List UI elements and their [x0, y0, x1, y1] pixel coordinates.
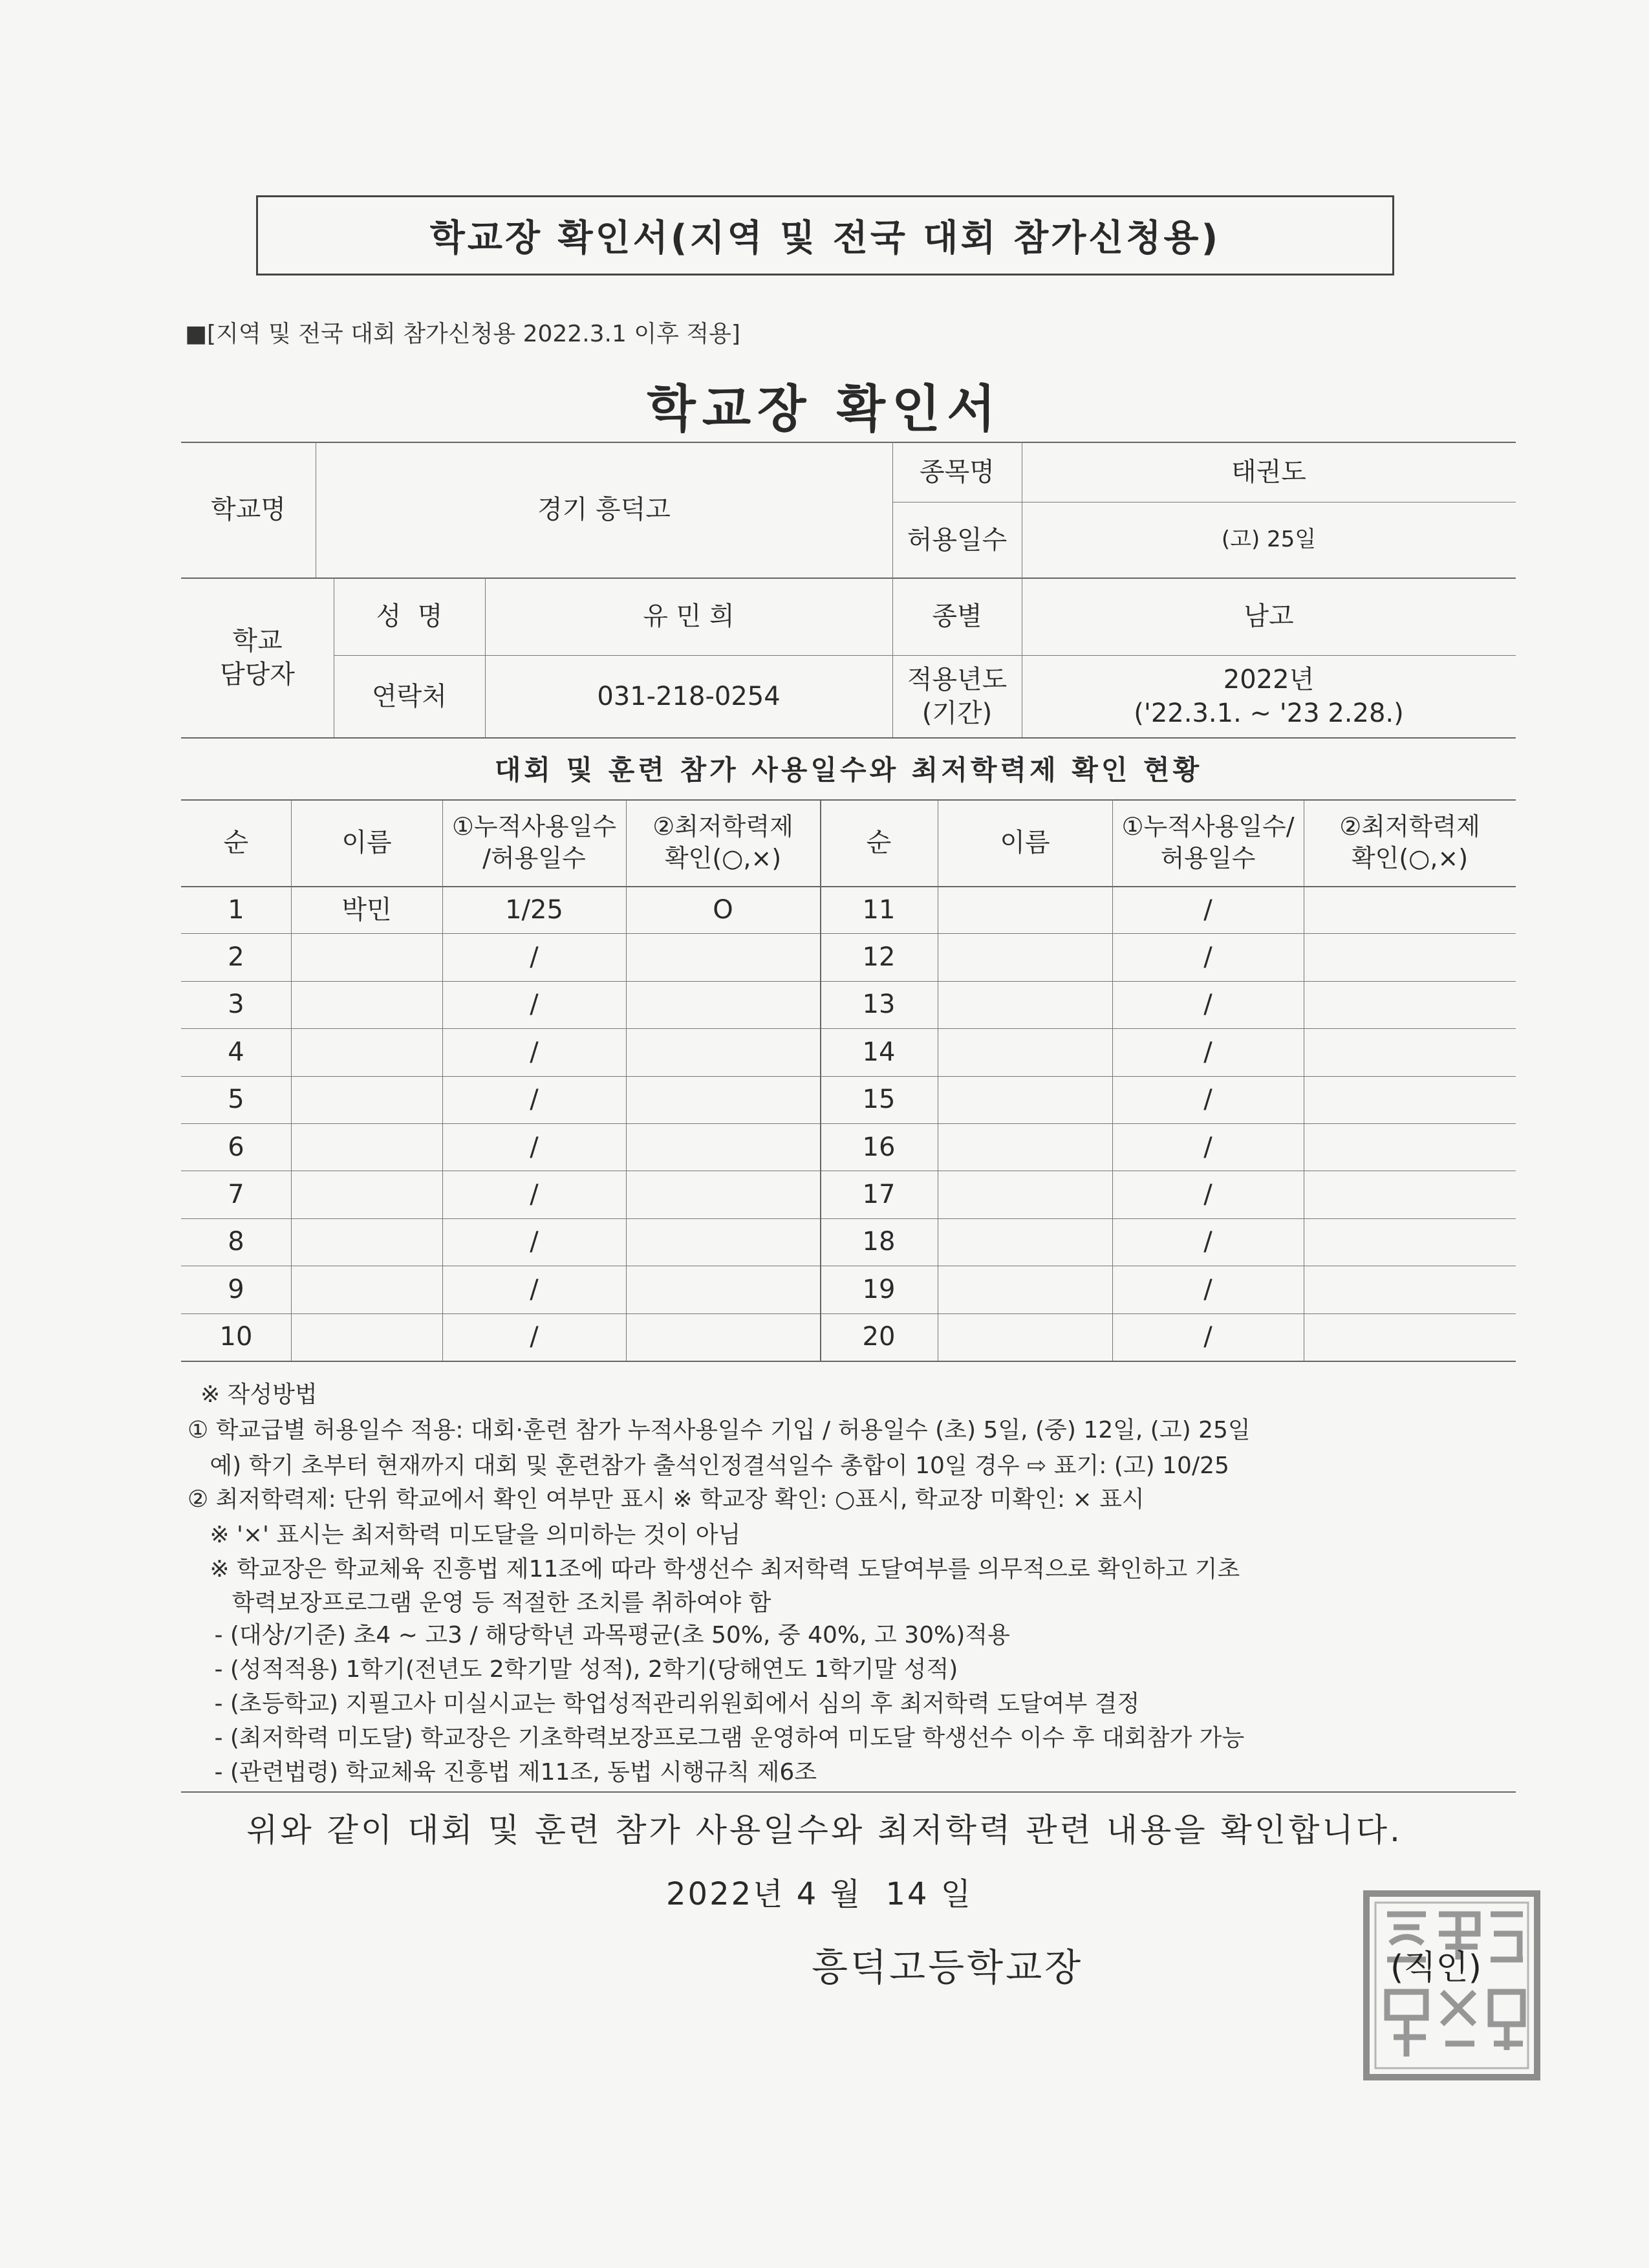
header-no: 순: [223, 828, 249, 858]
manager-label-line1: 학교: [232, 625, 283, 656]
divider: [181, 1313, 1516, 1314]
row-used-days-right: /: [1203, 942, 1212, 973]
note-line: - (대상/기준) 초4 ~ 고3 / 해당학년 과목평균(초 50%, 중 40%, 고 30%)적용: [207, 1622, 1010, 1648]
divider: [181, 981, 1516, 982]
header-check-line1: ②최저학력제: [652, 812, 793, 841]
row-name-right: [938, 1218, 1112, 1266]
form-title: 학교장 확인서(지역 및 전국 대회 참가신청용): [429, 217, 1221, 259]
divider: [1112, 799, 1113, 1361]
contact-label: 연락처: [372, 681, 447, 711]
header-check-line2: 확인(○,×): [664, 844, 782, 872]
row-used-days-right: /: [1203, 1227, 1212, 1257]
row-number: 3: [228, 989, 244, 1020]
row-used-days-right: /: [1203, 989, 1212, 1020]
row-used-days-right: /: [1203, 894, 1212, 925]
row-number-right: 16: [862, 1132, 896, 1162]
manager-label: [181, 578, 334, 737]
row-name: [291, 1076, 442, 1123]
divider: [291, 799, 292, 1361]
row-used-days: /: [530, 1132, 539, 1162]
row-academic-check-right: [1304, 1313, 1516, 1361]
notes-heading: ※ 작성방법: [200, 1381, 318, 1408]
note-line: - (관련법령) 학교체육 진흥법 제11조, 동법 시행규칙 제6조: [207, 1759, 817, 1786]
school-value: 경기 흥덕고: [537, 495, 671, 524]
allowed-days-label: 허용일수: [907, 524, 1008, 555]
divider: [181, 1076, 1516, 1077]
row-used-days-right: /: [1203, 1085, 1212, 1115]
year-value: [1022, 655, 1516, 737]
row-used-days: /: [530, 1274, 539, 1304]
issue-date: 2022년 4 월 14 일: [666, 1876, 973, 1912]
row-name-right: [938, 886, 1112, 933]
confirmation-statement: 위와 같이 대회 및 훈련 참가 사용일수와 최저학력 관련 내용을 확인합니다.: [246, 1811, 1403, 1849]
row-number-right: 15: [862, 1085, 896, 1115]
row-academic-check: [626, 981, 820, 1028]
divider: [181, 933, 1516, 934]
header-used: [442, 799, 626, 886]
row-used-days-right: /: [1203, 1037, 1212, 1067]
row-name: [291, 933, 442, 980]
divider: [626, 799, 627, 1361]
row-name: [291, 1313, 442, 1361]
allowed-days-value: (고) 25일: [1221, 526, 1317, 553]
row-academic-check: [626, 1313, 820, 1361]
row-number: 2: [228, 942, 244, 973]
row-academic-check: [626, 1123, 820, 1171]
row-name-right: [938, 933, 1112, 980]
row-number: 8: [228, 1227, 244, 1257]
row-used-days: /: [530, 942, 539, 973]
row-used-days-right: /: [1203, 1132, 1212, 1162]
row-name: [291, 1218, 442, 1266]
row-used-days-right: /: [1203, 1274, 1212, 1304]
row-name-right: [938, 1123, 1112, 1171]
name-label: 성 명: [376, 601, 443, 631]
header-used-right-line1: ①누적사용일수/: [1121, 812, 1295, 841]
header-name-right: 이름: [1000, 828, 1050, 858]
row-number-right: 11: [862, 894, 896, 925]
divider: [181, 1123, 1516, 1124]
row-name-right: [938, 1313, 1112, 1361]
row-used-days: /: [530, 1085, 539, 1115]
row-name: [291, 1266, 442, 1313]
row-used-days: 1/25: [505, 894, 563, 925]
row-name-right: [938, 1028, 1112, 1075]
principal-title: 흥덕고등학교장: [812, 1945, 1084, 1989]
row-academic-check: [626, 933, 820, 980]
year-label: [892, 655, 1022, 737]
divider: [181, 1361, 1516, 1362]
row-academic-check-right: [1304, 981, 1516, 1028]
year-value-line1: 2022년: [1223, 664, 1315, 695]
year-value-line2: ('22.3.1. ~ '23 2.28.): [1134, 698, 1404, 728]
row-academic-check-right: [1304, 1266, 1516, 1313]
row-academic-check-right: [1304, 933, 1516, 980]
row-name-right: [938, 981, 1112, 1028]
sport-label: 종목명: [920, 457, 995, 487]
divider: [181, 1791, 1516, 1793]
row-academic-check-right: [1304, 886, 1516, 933]
row-academic-check-right: [1304, 1028, 1516, 1075]
page-title: 학교장 확인서: [647, 380, 1002, 438]
divider: [181, 1028, 1516, 1029]
divider: [820, 799, 821, 1361]
category-value: 남고: [1244, 601, 1294, 631]
row-number-right: 13: [862, 989, 896, 1020]
row-name: [291, 1028, 442, 1075]
row-name-right: [938, 1266, 1112, 1313]
contact-value: 031-218-0254: [597, 681, 781, 711]
row-academic-check: [626, 1266, 820, 1313]
row-used-days-right: /: [1203, 1180, 1212, 1210]
note-line: - (초등학교) 지필고사 미실시교는 학업성적관리위원회에서 심의 후 최저학력 도달여부 결정: [207, 1690, 1140, 1717]
row-academic-check: [626, 1218, 820, 1266]
category-label: 종별: [932, 601, 982, 631]
school-label: 학교명: [211, 495, 286, 524]
row-academic-check-right: [1304, 1076, 1516, 1123]
row-number-right: 19: [862, 1274, 896, 1304]
row-used-days: /: [530, 1180, 539, 1210]
year-label-line1: 적용년도: [907, 664, 1008, 695]
note-line: ② 최저학력제: 단위 학교에서 확인 여부만 표시 ※ 학교장 확인: ○표시, 학교장 미확인: × 표시: [188, 1486, 1145, 1513]
row-number: 9: [228, 1274, 244, 1304]
row-used-days: /: [530, 1037, 539, 1067]
header-check-right: [1304, 799, 1516, 886]
header-used-right: [1112, 799, 1304, 886]
row-used-days: /: [530, 1227, 539, 1257]
row-number-right: 17: [862, 1180, 896, 1210]
year-label-line2: (기간): [921, 698, 993, 728]
row-name-right: [938, 1171, 1112, 1218]
note-line: ※ '×' 표시는 최저학력 미도달을 의미하는 것이 아님: [188, 1522, 741, 1548]
header-used-line2: /허용일수: [482, 844, 586, 872]
divider: [442, 799, 443, 1361]
header-no-right: 순: [866, 828, 892, 858]
row-name: [291, 1171, 442, 1218]
row-name: [291, 1123, 442, 1171]
stamp-label: (직인): [1390, 1949, 1482, 1987]
note-line: 예) 학기 초부터 현재까지 대회 및 훈련참가 출석인정결석일수 총합이 10일 경우 ⇨ 표기: (고) 10/25: [188, 1453, 1229, 1479]
row-number: 10: [219, 1322, 253, 1352]
manager-label-line2: 담당자: [220, 659, 295, 689]
header-name: 이름: [341, 828, 392, 858]
form-title-box: [256, 195, 1394, 275]
table-title: 대회 및 훈련 참가 사용일수와 최저학력제 확인 현황: [494, 754, 1203, 786]
header-check-right-line2: 확인(○,×): [1351, 844, 1469, 872]
name-value: 유 민 희: [643, 601, 735, 631]
row-number: 5: [228, 1085, 244, 1115]
note-line: 학력보장프로그램 운영 등 적절한 조치를 취하여야 함: [188, 1590, 771, 1616]
row-number-right: 20: [862, 1322, 896, 1352]
row-academic-check-right: [1304, 1123, 1516, 1171]
row-number-right: 14: [862, 1037, 896, 1067]
row-academic-check: O: [713, 894, 733, 925]
row-used-days-right: /: [1203, 1322, 1212, 1352]
note-line: ※ 학교장은 학교체육 진흥법 제11조에 따라 학생선수 최저학력 도달여부를 의무적으로 확인하고 기초: [188, 1556, 1240, 1582]
note-line: ① 학교급별 허용일수 적용: 대회·훈련 참가 누적사용일수 기입 / 허용일수 (초) 5일, (중) 12일, (고) 25일: [188, 1417, 1251, 1443]
divider: [181, 1218, 1516, 1219]
row-used-days: /: [530, 1322, 539, 1352]
row-number-right: 12: [862, 942, 896, 973]
row-number: 4: [228, 1037, 244, 1067]
row-academic-check-right: [1304, 1218, 1516, 1266]
applicability-note: ■[지역 및 전국 대회 참가신청용 2022.3.1 이후 적용]: [185, 321, 740, 347]
header-used-right-line2: 허용일수: [1160, 844, 1256, 872]
header-used-line1: ①누적사용일수: [451, 812, 617, 841]
row-name-right: [938, 1076, 1112, 1123]
row-number-right: 18: [862, 1227, 896, 1257]
row-academic-check: [626, 1028, 820, 1075]
sport-value: 태권도: [1231, 457, 1306, 487]
row-academic-check: [626, 1171, 820, 1218]
row-number: 1: [228, 894, 244, 925]
header-check-right-line1: ②최저학력제: [1339, 812, 1480, 841]
row-academic-check-right: [1304, 1171, 1516, 1218]
note-line: - (최저학력 미도달) 학교장은 기초학력보장프로그램 운영하여 미도달 학생선수 이수 후 대회참가 가능: [207, 1725, 1245, 1751]
header-check: [626, 799, 820, 886]
row-used-days: /: [530, 989, 539, 1020]
row-number: 6: [228, 1132, 244, 1162]
row-name: [291, 981, 442, 1028]
row-number: 7: [228, 1180, 244, 1210]
row-name: 박민: [341, 894, 392, 925]
row-academic-check: [626, 1076, 820, 1123]
note-line: - (성적적용) 1학기(전년도 2학기말 성적), 2학기(당해연도 1학기말 성적): [207, 1656, 958, 1683]
